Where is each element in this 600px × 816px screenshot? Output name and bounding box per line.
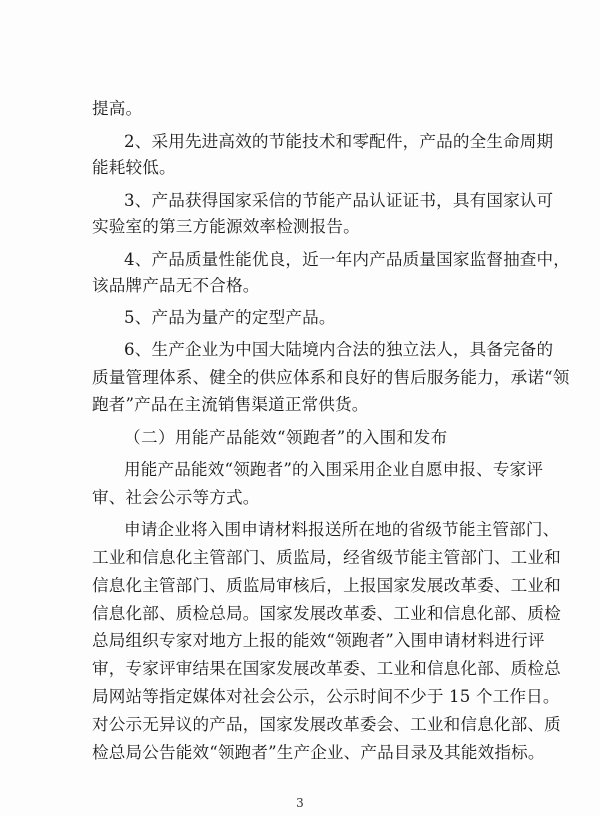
- paragraph-line: 质量管理体系、健全的供应体系和良好的售后服务能力，承诺“领: [92, 368, 570, 387]
- paragraph-line: 4、产品质量性能优良，近一年内产品质量国家监督抽查中，: [124, 250, 571, 269]
- paragraph-line: 审，专家评审结果在国家发展改革委、工业和信息化部、质检总: [92, 659, 561, 678]
- paragraph-line: 对公示无异议的产品，国家发展改革委会、工业和信息化部、质: [92, 715, 561, 734]
- paragraph-line: 3、产品获得国家采信的节能产品认证证书，具有国家认可: [124, 191, 554, 210]
- paragraph-line: 总局组织专家对地方上报的能效“领跑者”入围申请材料进行评: [92, 631, 545, 650]
- paragraph-line: 局网站等指定媒体对社会公示，公示时间不少于 15 个工作日。: [92, 687, 560, 706]
- paragraph-line: 检总局公告能效“领跑者”生产企业、产品目录及其能效指标。: [92, 743, 545, 762]
- paragraph-line: 该品牌产品无不合格。: [92, 276, 260, 295]
- paragraph-line: 信息化主管部门、质监局审核后，上报国家发展改革委、工业和: [92, 576, 561, 595]
- paragraph-line: 5、产品为量产的定型产品。: [124, 308, 336, 327]
- paragraph-line: 申请企业将入围申请材料报送所在地的省级节能主管部门、: [124, 520, 560, 539]
- paragraph-line: 能耗较低。: [92, 158, 176, 177]
- paragraph-line: 跑者”产品在主流销售渠道正常供货。: [92, 395, 369, 414]
- paragraph-line: 提高。: [92, 99, 143, 118]
- paragraph-line: 用能产品能效“领跑者”的入围采用企业自愿申报、专家评: [124, 460, 544, 479]
- paragraph-line: 实验室的第三方能源效率检测报告。: [92, 217, 360, 236]
- section-heading: （二）用能产品能效“领跑者”的入围和发布: [124, 428, 448, 447]
- paragraph-line: 6、生产企业为中国大陆境内合法的独立法人，具备完备的: [124, 340, 554, 359]
- page-number: 3: [296, 796, 304, 810]
- paragraph-line: 工业和信息化主管部门、质监局，经省级节能主管部门、工业和: [92, 548, 561, 567]
- paragraph-line: 2、采用先进高效的节能技术和零配件，产品的全生命周期: [124, 132, 554, 151]
- paragraph-line: 审、社会公示等方式。: [92, 488, 260, 507]
- paragraph-line: 信息化部、质检总局。国家发展改革委、工业和信息化部、质检: [92, 604, 561, 623]
